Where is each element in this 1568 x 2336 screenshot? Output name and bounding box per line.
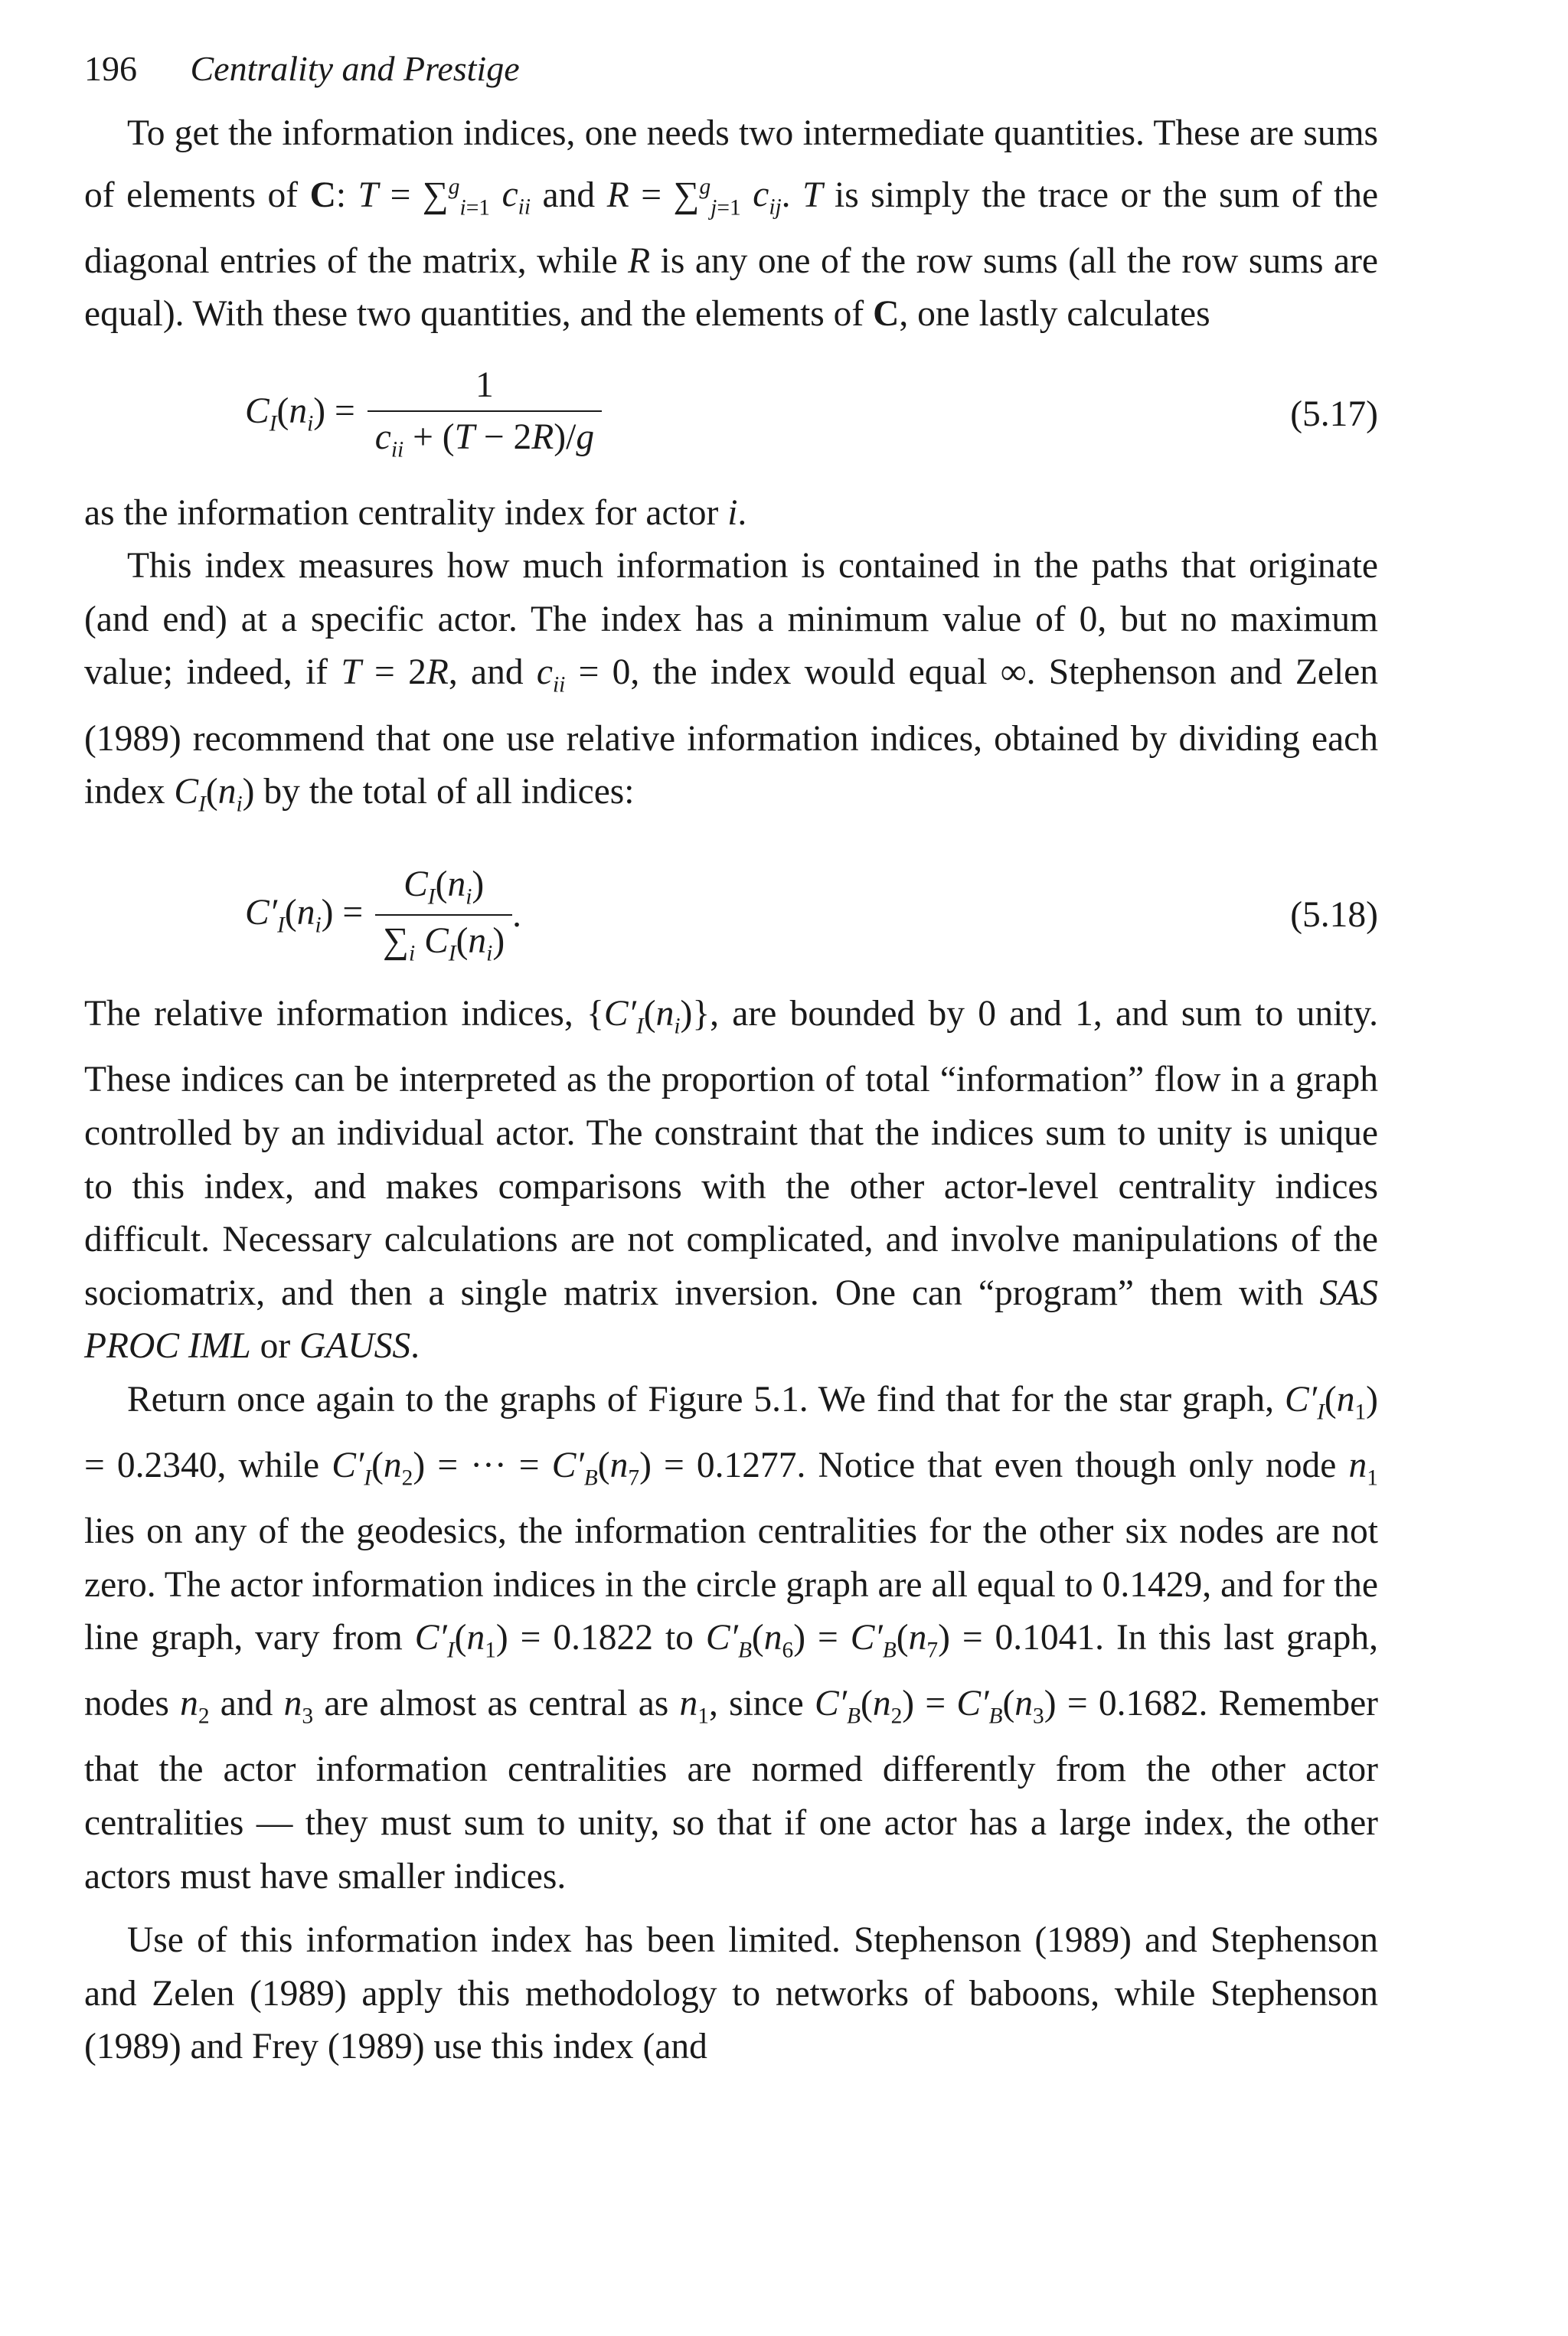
paragraph-1: To get the information indices, one needs two intermediate quantities. These are sums of elements of C: T = ∑$^g_{i=1}$ $c_{ii}$ and R = ∑$^g_{j=1}$ $c_{ij}$. T is simply the trace or the sum of the diagonal entries of the matrix, while R is any one of the row sums (all the row sums are equal). With these two quantities, and the elements of C, one lastly calculates [84, 113, 1379, 335]
running-title: Centrality and Prestige [190, 49, 520, 88]
paragraph-3: This index measures how much information is contained in the paths that originate (and end) at a specific actor. The index has a minimum value of 0, but no maximum value; indeed, if T = 2R, and $c_{ii} = 0$, the index would equal ∞. Stephenson and Zelen (1989) recommend that one use relative information indices, obtained by dividing each index $C_I(n_i)$ by the total of all indices: [84, 546, 1379, 817]
paragraph-6: Use of this information index has been limited. Stephenson (1989) and Stephenson and Zelen (1989) apply this methodology to networks of baboons, while Stephenson (1989) and Frey (1989) use this index (and [84, 1920, 1378, 2067]
page [84, 46, 1378, 2074]
equation-number: (5.18) [1290, 895, 1378, 936]
equation-5-18: $C'_I(n_i)$ = $\frac{C_I(n_i)}{\sum_i C_I(n_i)}$ . (5.18) [84, 842, 1378, 988]
equation-number: (5.17) [1290, 394, 1378, 434]
paragraph-2: as the information centrality index for actor i. [84, 492, 747, 533]
equation-5-17: $C_I(n_i)$ = $\frac{1}{c_{ii} + (T - 2R)/g}$ (5.17) [84, 341, 1378, 487]
paragraph-4: The relative information indices, $\{C'_I(n_i)\}$, are bounded by 0 and 1, and sum to unity. These indices can be interpreted as the proportion of total “information” flow in a graph controlled by an individual actor. The constraint that the indices sum to unity is unique to this index, and makes comparisons with the other actor-level centrality indices difficult. Necessary calculations are not complicated, and involve manipulations of the sociomatrix, and then a single matrix inversion. One can “program” them with SAS PROC IML or GAUSS. [84, 994, 1379, 1367]
paragraph-5: Return once again to the graphs of Figure 5.1. We find that for the star graph, $C'_I(n_1) = 0.2340$, while $C'_I(n_2)$ = ··· = $C'_B(n_7) = 0.1277$. Notice that even though only node $n_1$ lies on any of the geodesics, the information centralities for the other six nodes are not zero. The actor information indices in the circle graph are all equal to 0.1429, and for the line graph, vary from $C'_I(n_1) = 0.1822$ to $C'_B(n_6) = C'_B(n_7) = 0.1041$. In this last graph, nodes $n_2$ and $n_3$ are almost as central as $n_1$, since $C'_B(n_2) = C'_B(n_3) = 0.1682$. Remember that the actor information centralities are normed differently from the other actor centralities — they must sum to unity, so that if one actor has a large index, the other actors must have smaller indices. [84, 1379, 1378, 1897]
running-head [84, 46, 1378, 107]
page-number: 196 [84, 49, 137, 88]
